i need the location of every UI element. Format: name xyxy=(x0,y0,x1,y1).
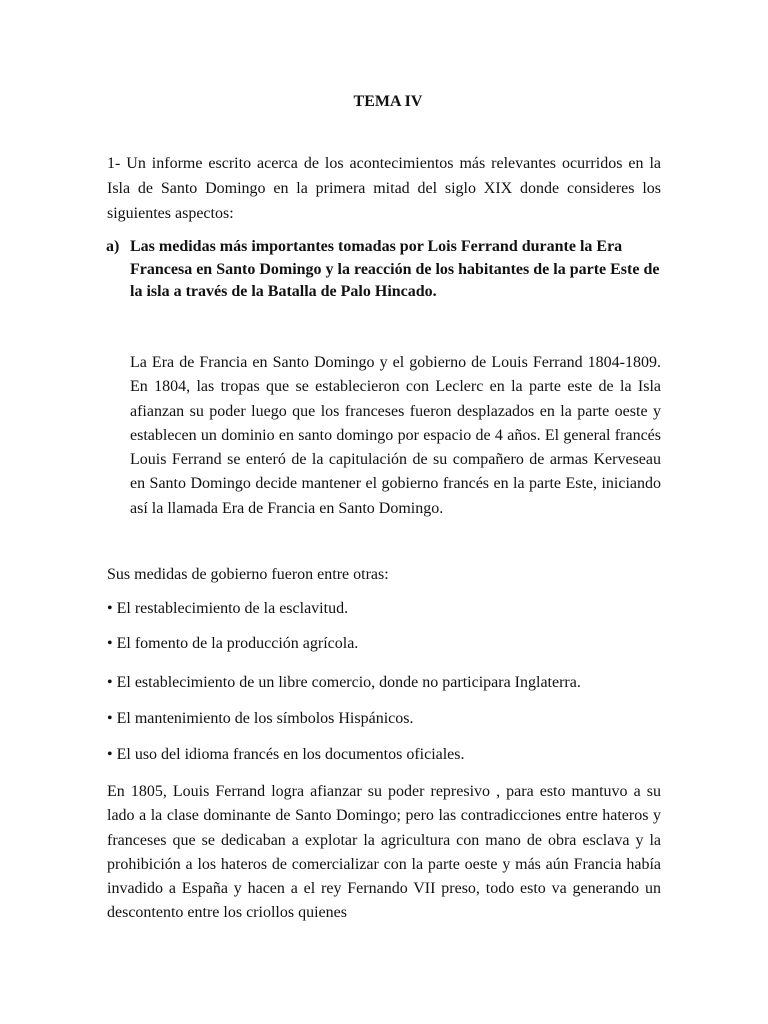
measure-item: • El fomento de la producción agrícola. xyxy=(107,635,359,652)
measure-item: • El uso del idioma francés en los documentos oficiales. xyxy=(107,746,465,763)
measure-item: • El restablecimiento de la esclavitud. xyxy=(107,600,349,617)
question-text: 1- Un informe escrito acerca de los acontecimientos más relevantes ocurridos en la Isla de Santo Domingo en la primera mitad del siglo XIX donde consideres los siguientes aspectos: xyxy=(107,155,661,222)
intro-paragraph: La Era de Francia en Santo Domingo y el gobierno de Louis Ferrand 1804-1809. En 1804, las tropas que se establecieron con Leclerc en la parte este de la Isla afianzan su poder luego que los franceses fueron desplazados en la parte oeste y establecen un dominio en santo domingo por espacio de 4 años. El general francés Louis Ferrand se enteró de la capitulación de su compañero de armas Kerveseau en Santo Domingo decide mantener el gobierno francés en la parte Este, iniciando así la llamada Era de Francia en Santo Domingo. xyxy=(130,354,661,517)
document-title: TEMA IV xyxy=(353,93,423,110)
list-marker: a) xyxy=(106,238,120,255)
measure-item: • El establecimiento de un libre comercio, donde no participara Inglaterra. xyxy=(107,674,581,691)
list-item-a xyxy=(106,236,661,304)
measures-title: Sus medidas de gobierno fueron entre otras: xyxy=(107,566,389,583)
list-item-text: Las medidas más importantes tomadas por Lois Ferrand durante la Era Francesa en Santo Domingo y la reacción de los habitantes de la parte Este de la isla a través de la Batalla de Palo Hincado. xyxy=(130,238,660,300)
closing-paragraph: En 1805, Louis Ferrand logra afianzar su poder represivo , para esto mantuvo a su lado a la clase dominante de Santo Domingo; pero las contradicciones entre hateros y franceses que se dedicaban a explotar la agricultura con mano de obra esclava y la prohibición a los hateros de comercializar con la parte oeste y más aún Francia había invadido a España y hacen a el rey Fernando VII preso, todo esto va generando un descontento entre los criollos quienes xyxy=(107,783,661,922)
measure-item: • El mantenimiento de los símbolos Hispánicos. xyxy=(107,710,414,727)
